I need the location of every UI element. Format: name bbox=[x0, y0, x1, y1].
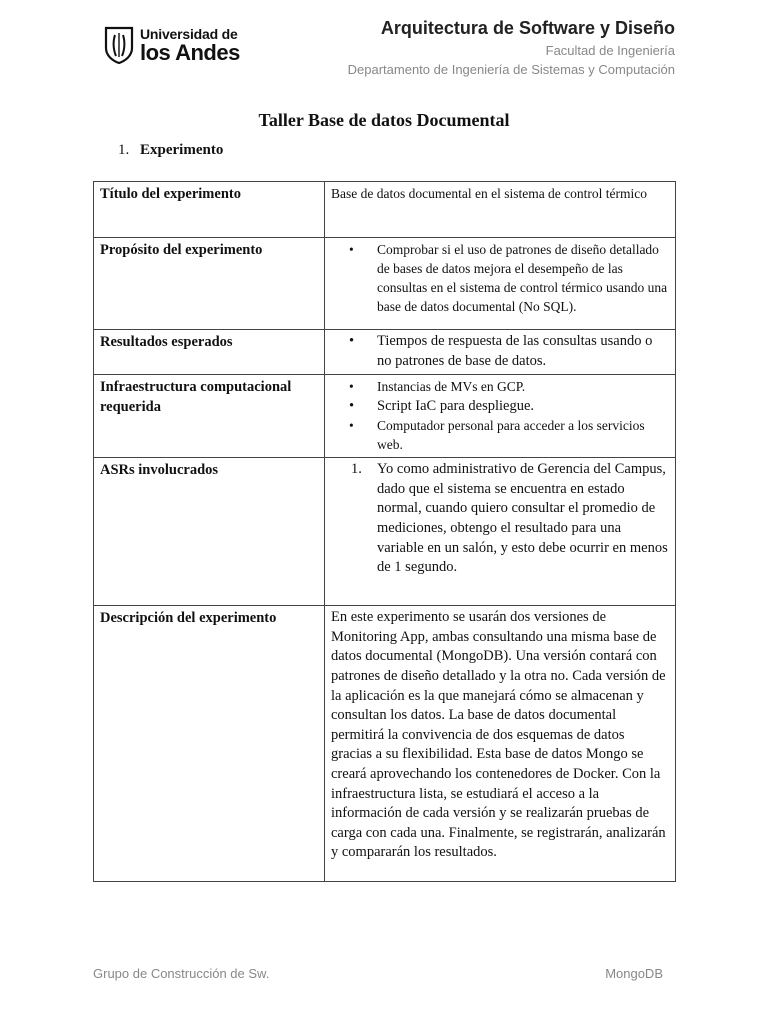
row-label: Infraestructura computacional requerida bbox=[94, 375, 325, 458]
row-label: Resultados esperados bbox=[94, 330, 325, 375]
department-name: Departamento de Ingeniería de Sistemas y Computación bbox=[347, 62, 675, 77]
document-title: Taller Base de datos Documental bbox=[258, 110, 510, 130]
footer-group: Grupo de Construcción de Sw. bbox=[93, 966, 270, 981]
row-value bbox=[325, 238, 676, 330]
university-shield-icon bbox=[104, 26, 134, 64]
logo-line1: Universidad de bbox=[140, 26, 238, 42]
list-item: • Computador personal para acceder a los servicios web. bbox=[377, 416, 669, 454]
row-value bbox=[325, 458, 676, 606]
row-value bbox=[325, 330, 676, 375]
list-item: • Script IaC para despliegue. bbox=[377, 396, 669, 416]
row-label: Propósito del experimento bbox=[94, 238, 325, 330]
row-label: ASRs involucrados bbox=[94, 458, 325, 606]
table-row bbox=[94, 330, 676, 375]
header-info bbox=[348, 16, 675, 79]
experiment-table bbox=[93, 181, 676, 882]
table-row bbox=[94, 182, 676, 238]
row-value bbox=[325, 375, 676, 458]
table-row bbox=[94, 458, 676, 606]
row-value bbox=[325, 606, 676, 882]
section-number: 1. bbox=[118, 142, 130, 158]
list-item: • Comprobar si el uso de patrones de diseño detallado de bases de datos mejora el desempeño de las consultas en el sistema de control térmico usando una base de datos documental (No SQL). bbox=[377, 240, 669, 316]
faculty-name: Facultad de Ingeniería bbox=[545, 43, 675, 58]
list-item: 1. Yo como administrativo de Gerencia del Campus, dado que el sistema se encuentra en estado normal, cuando quiero consultar el promedio de mediciones, obtengo el resultado para una variable en un salón, y esto debe ocurrir en menos de 1 segundo. bbox=[377, 460, 669, 578]
table-row bbox=[94, 606, 676, 882]
experiment-title-value: Base de datos documental en el sistema de control térmico bbox=[331, 186, 648, 201]
table-row bbox=[94, 238, 676, 330]
row-label: Título del experimento bbox=[94, 182, 325, 238]
course-title: Arquitectura de Software y Diseño bbox=[380, 18, 675, 38]
row-value bbox=[325, 182, 676, 238]
footer-topic: MongoDB bbox=[605, 966, 663, 981]
list-item: • Instancias de MVs en GCP. bbox=[377, 377, 669, 396]
experiment-description: En este experimento se usarán dos versiones de Monitoring App, ambas consultando una misma base de datos documental (MongoDB). Una versión contará con patrones de diseño detallado y la otra no. Cada versión de la aplicación es la que manejará cómo se almacenan y consultan los datos. La base de datos documental permitirá la convivencia de dos esquemas de datos gracias a su flexibilidad. Esta base de datos Mongo se creará aprovechando los contenedores de Docker. Con la infraestructura lista, se estudiará el acceso a la información de cada versión y se realizarán pruebas de carga con cada una. Finalmente, se registrarán, analizarán y compararán los resultados. bbox=[331, 609, 666, 861]
university-logo bbox=[104, 26, 244, 66]
list-item: • Tiempos de respuesta de las consultas usando o no patrones de base de datos. bbox=[377, 332, 669, 371]
row-label: Descripción del experimento bbox=[94, 606, 325, 882]
section-heading bbox=[118, 142, 223, 159]
table-row bbox=[94, 375, 676, 458]
section-title: Experimento bbox=[140, 142, 224, 158]
logo-line2: los Andes bbox=[140, 40, 240, 65]
